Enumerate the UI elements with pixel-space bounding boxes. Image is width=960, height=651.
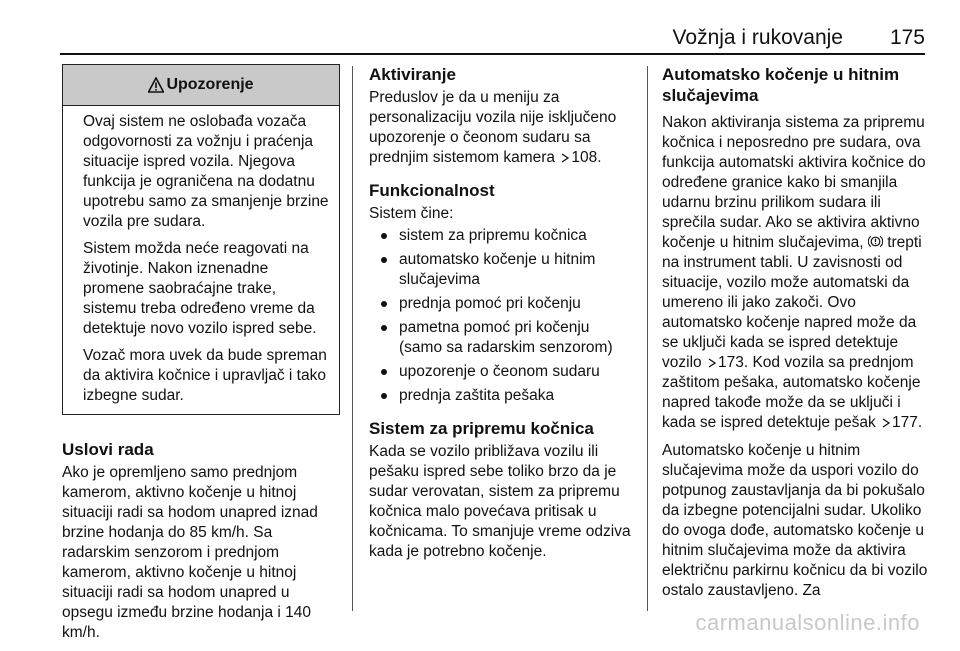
warning-paragraph: Ovaj sistem ne oslobađa vozača odgovornosti za vožnju i praćenja situacije ispred vozila. Njegova funkcija je ograničena na dodatnu upotrebu samo za smanjenje brzine vozila pre sudara. — [83, 113, 329, 230]
page-reference[interactable]: 108. — [571, 149, 602, 166]
warning-body — [63, 106, 339, 414]
page-header — [60, 20, 925, 54]
section-heading-operating-conditions: Uslovi rada — [62, 440, 154, 459]
column-1 — [62, 64, 340, 651]
emergency-braking-text-b: trepti na instrument tabli. U zavisnosti od situacije, vozilo može automatski da umereno ili jako zakoči. Ovo automatsko kočenje napred može da se uključi kada se ispred detektuje vozilo — [662, 234, 922, 371]
section-heading-emergency-braking: Automatsko kočenje u hitnim slučajevima — [662, 65, 900, 105]
warning-paragraph: Sistem možda neće reagovati na životinje. Nakon iznenadne promene saobraćajne trake, sistemu treba određeno vreme da detektuje novo vozilo ispred sebe. — [83, 240, 317, 337]
list-item: pametna pomoć pri kočenju (samo sa radarskim senzorom) — [369, 318, 631, 358]
page-reference[interactable]: 173. — [717, 354, 749, 371]
section-heading-activation: Aktiviranje — [369, 65, 456, 84]
emergency-braking-text-a: Nakon aktiviranja sistema za pripremu kočnica i neposredno pre sudara, ova funkcija automatski aktivira kočnice do određene granice kako bi smanjila udarnu brzinu prilikom sudara ili sprečila sudar. Ako se aktivira aktivno kočenje u hitnim slučajevima, — [662, 114, 926, 251]
operating-conditions-text: Ako je opremljeno samo prednjom kamerom, aktivno kočenje u hitnoj situaciji radi sa hodom unapred iznad brzine hodanja do 85 km/h. Sa radarskim senzorom i prednjom kamerom, aktivno kočenje u hitnoj situaciji radi sa hodom unapred u opsegu između brzine hodanja i 140 km/h. — [62, 464, 318, 641]
page-reference[interactable]: 177. — [892, 414, 923, 431]
column-divider-2 — [647, 66, 648, 611]
list-item: prednja pomoć pri kočenju — [369, 294, 631, 314]
list-item: upozorenje o čeonom sudaru — [369, 362, 631, 382]
header-divider — [60, 53, 925, 55]
column-3 — [662, 64, 930, 609]
list-item: prednja zaštita pešaka — [369, 386, 631, 406]
page-reference-arrow-icon — [561, 153, 569, 163]
section-heading-brake-preparation: Sistem za pripremu kočnica — [369, 419, 594, 438]
brake-preparation-text: Kada se vozilo približava vozilu ili pešaku ispred sebe toliko brzo da je sudar verovatan, sistem za pripremu kočnica malo povećava pritisak u kočnicama. To smanjuje vreme odziva kada je potrebno kočenje. — [369, 443, 631, 560]
list-item: sistem za pripremu kočnica — [369, 226, 631, 246]
warning-box — [62, 64, 340, 415]
component-list — [369, 226, 631, 406]
warning-box-header — [63, 65, 339, 106]
functionality-intro: Sistem čine: — [369, 205, 454, 222]
watermark: carmanualsonline.info — [695, 610, 920, 635]
emergency-braking-text-c: Kod vozila sa prednjom zaštitom pešaka, automatsko kočenje napred takođe može da se uključi i kada se ispred detektuje pešak — [662, 354, 921, 431]
warning-title: Upozorenje — [166, 76, 254, 93]
section-heading-functionality: Funkcionalnost — [369, 181, 495, 200]
column-divider-1 — [352, 66, 353, 611]
page-number: 175 — [889, 26, 925, 49]
brake-warning-icon — [868, 234, 883, 249]
warning-paragraph: Vozač mora uvek da bude spreman da aktivira kočnice i upravljač i tako izbegne sudar. — [83, 347, 327, 404]
emergency-braking-text-2: Automatsko kočenje u hitnim slučajevima može da uspori vozilo do potpunog zaustavljanja da bi pokušalo da izbegne potencijalni sudar. Ukoliko do ovoga dođe, automatsko kočenje u hitnim slučajevima može da aktivira električnu parkirnu kočnicu da bi vozilo ostalo zaustavljeno. Za — [662, 442, 928, 599]
list-item: automatsko kočenje u hitnim slučajevima — [369, 250, 631, 290]
activation-text-body: Preduslov je da u meniju za personalizaciju vozila nije isključeno upozorenje o čeonom sudaru sa prednjim sistemom kamera — [369, 89, 617, 166]
warning-triangle-icon — [148, 77, 164, 93]
activation-text — [369, 88, 631, 168]
column-2 — [369, 64, 631, 570]
page-reference-arrow-icon — [708, 358, 716, 368]
emergency-braking-text — [662, 113, 930, 433]
chapter-title: Vožnja i rukovanje — [672, 26, 843, 49]
page-reference-arrow-icon — [882, 418, 890, 428]
